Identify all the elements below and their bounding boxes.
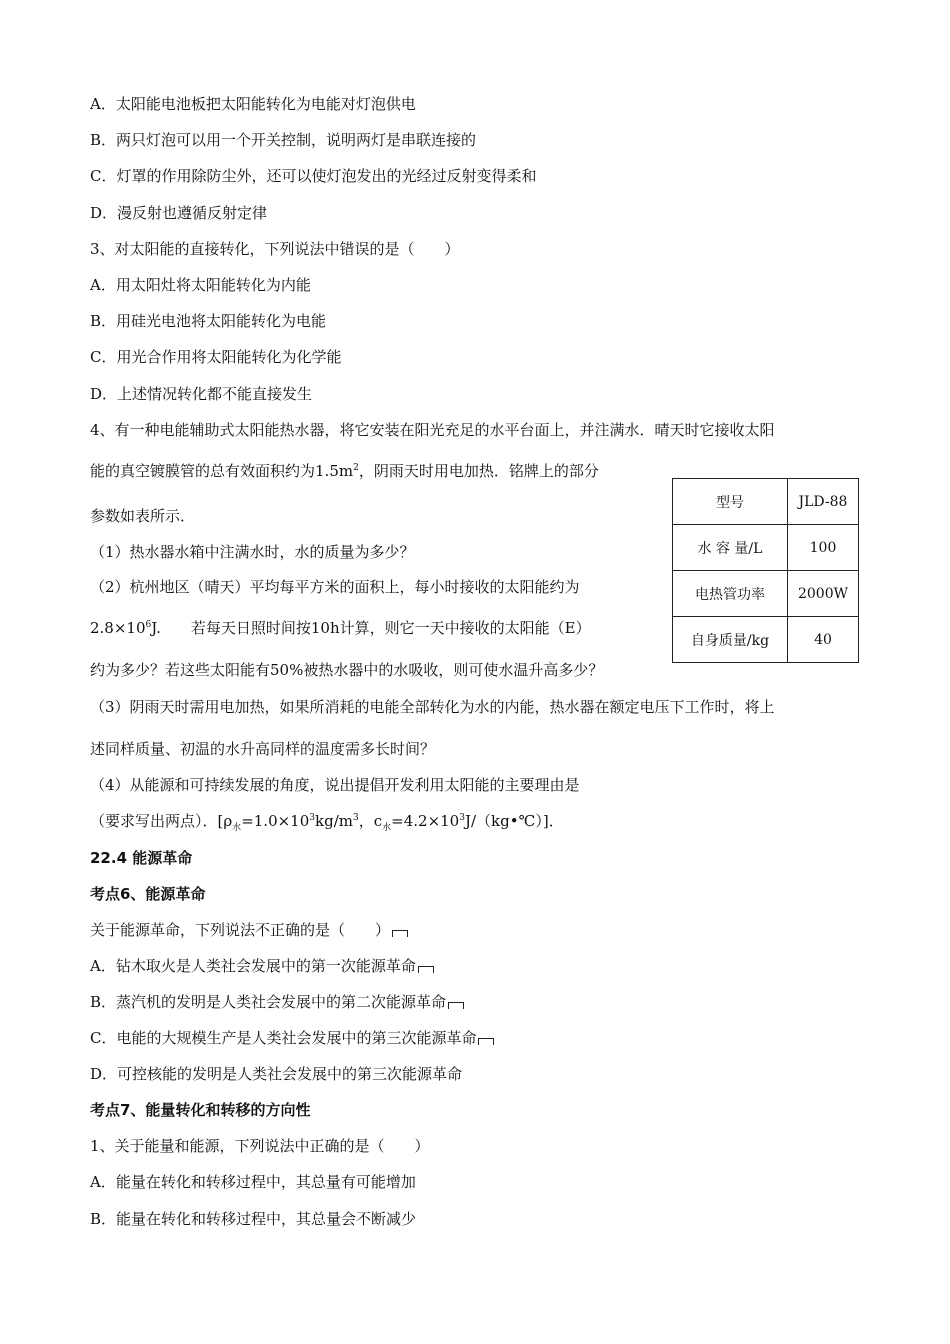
q2-option-a: A．太阳能电池板把太阳能转化为电能对灯泡供电 [90,95,416,113]
kp6-title: 考点6、能源革命 [90,885,206,903]
q3-stem: 3、对太阳能的直接转化，下列说法中错误的是（ ） [90,240,460,258]
table-row [673,571,859,617]
table-cell: JLD-88 [788,479,859,525]
kp6-option-d: D．可控核能的发明是人类社会发展中的第三次能源革命 [90,1065,463,1083]
kp6-option-b: B．蒸汽机的发明是人类社会发展中的第二次能源革命 [90,992,464,1012]
table-cell: 2000W [788,571,859,617]
q4-stem-line3: 参数如表所示． [90,507,196,525]
table-row [673,479,859,525]
kp6-option-a: A．钻木取火是人类社会发展中的第一次能源革命 [90,956,434,976]
table-cell: 100 [788,525,859,571]
kp7-option-b: B．能量在转化和转移过程中，其总量会不断减少 [90,1210,417,1228]
q2-option-b: B．两只灯泡可以用一个开关控制，说明两灯是串联连接的 [90,131,477,149]
q4-sub2-line2: $2.8\times 10^6J$. 若每天日照时间按10h计算，则它一天中接收的太阳能（E） [90,619,591,637]
table-cell: 水 容 量/L [673,525,788,571]
table-cell: 电热管功率 [673,571,788,617]
edit-mark-icon [448,1002,464,1009]
q4-sub4-line1: （4）从能源和可持续发展的角度，说出提倡开发利用太阳能的主要理由是 [90,776,580,794]
kp7-stem: 1、关于能量和能源，下列说法中正确的是（ ） [90,1137,430,1155]
kp6-option-c: C．电能的大规模生产是人类社会发展中的第三次能源革命 [90,1028,494,1048]
edit-mark-icon [478,1038,494,1045]
q4-sub3-line2: 述同样质量、初温的水升高同样的温度需多长时间？ [90,740,436,758]
table-cell: 型号 [673,479,788,525]
q4-sub3-line1: （3）阴雨天时需用电加热，如果所消耗的电能全部转化为水的内能，热水器在额定电压下工作时，将上 [90,698,775,716]
q3-option-b: B．用硅光电池将太阳能转化为电能 [90,312,327,330]
q4-sub2-line3: 约为多少？若这些太阳能有50%被热水器中的水吸收，则可使水温升高多少？ [90,661,604,679]
q4-sub4-line2: （要求写出两点）．[$\rho_水=1.0\times 10^3kg/m^3$，$c_水=4.2\times 10^3J/(kg•℃)$]． [90,812,564,833]
nameplate-params-table [672,478,859,663]
q2-option-c: C．灯罩的作用除防尘外，还可以使灯泡发出的光经过反射变得柔和 [90,167,537,185]
q3-option-a: A．用太阳灶将太阳能转化为内能 [90,276,311,294]
q4-sub1: （1）热水器水箱中注满水时，水的质量为多少？ [90,543,415,561]
table-cell: 40 [788,617,859,663]
table-cell: 自身质量/kg [673,617,788,663]
kp6-stem: 关于能源革命，下列说法不正确的是（ ） [90,920,408,940]
q4-sub2-line1: （2）杭州地区（晴天）平均每平方米的面积上，每小时接收的太阳能约为 [90,578,580,596]
q4-stem-line1: 4、有一种电能辅助式太阳能热水器，将它安装在阳光充足的水平台面上，并注满水．晴天时它接收太阳 [90,421,775,439]
kp7-option-a: A．能量在转化和转移过程中，其总量有可能增加 [90,1173,416,1191]
q2-option-d: D．漫反射也遵循反射定律 [90,204,268,222]
edit-mark-icon [418,966,434,973]
edit-mark-icon [392,930,408,937]
table-row [673,617,859,663]
q3-option-c: C．用光合作用将太阳能转化为化学能 [90,348,342,366]
table-row [673,525,859,571]
q3-option-d: D．上述情况转化都不能直接发生 [90,385,313,403]
kp7-title: 考点7、能量转化和转移的方向性 [90,1101,311,1119]
q4-stem-line2: 能的真空镀膜管的总有效面积约为$1.5m^2$，阴雨天时用电加热．铭牌上的部分 [90,462,599,480]
section-title: 22.4 能源革命 [90,849,193,867]
